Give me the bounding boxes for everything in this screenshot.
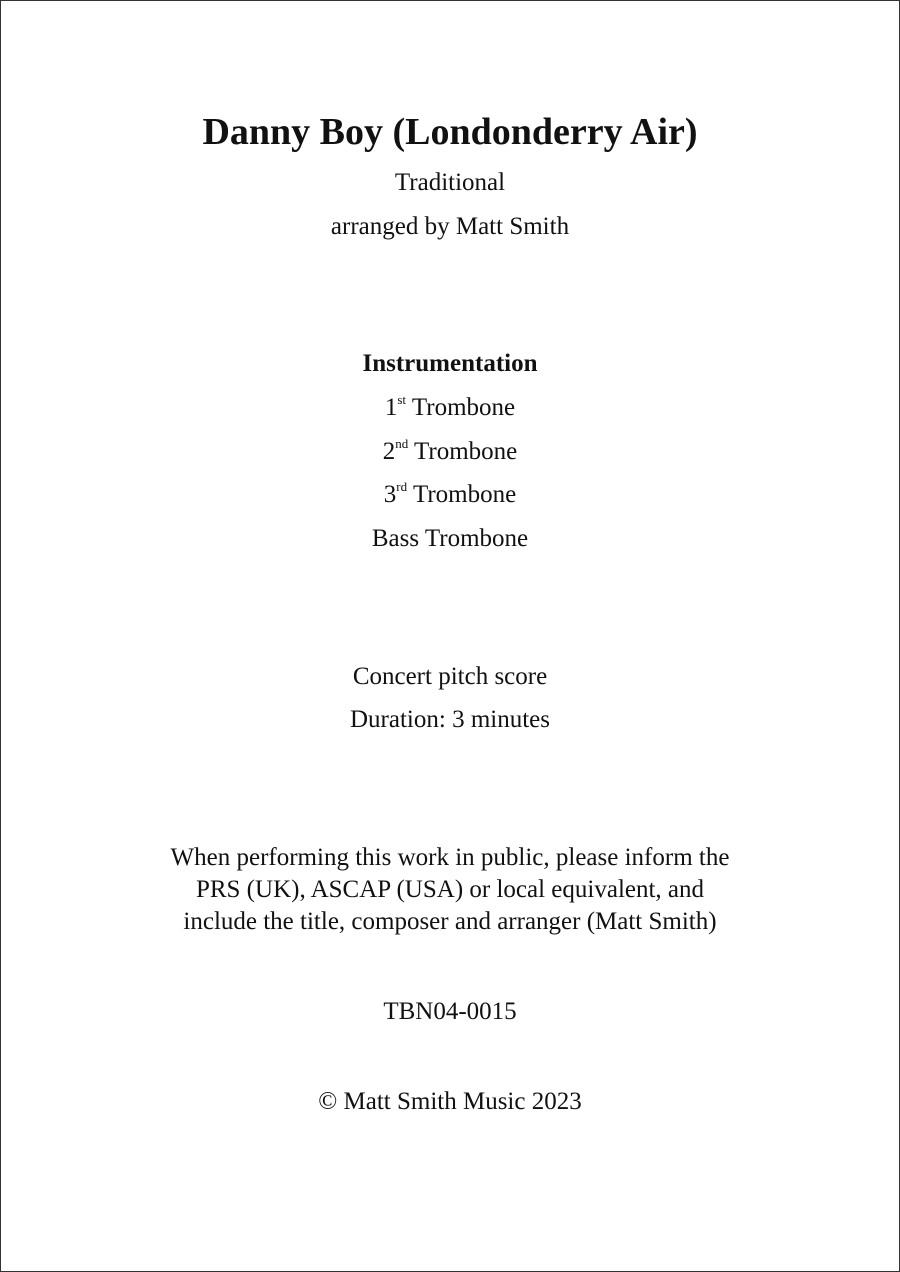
arranger: arranged by Matt Smith <box>330 213 570 240</box>
notice-line: PRS (UK), ASCAP (USA) or local equivalent, and <box>195 876 705 903</box>
performance-notice <box>0 842 900 938</box>
instrument-number: 3 <box>383 481 397 508</box>
instrument-name: Trombone <box>406 394 516 421</box>
catalog-number: TBN04-0015 <box>383 998 517 1025</box>
notice-line: When performing this work in public, please inform the <box>170 844 730 871</box>
ordinal-suffix: rd <box>396 479 408 494</box>
ordinal-suffix: nd <box>395 436 409 451</box>
instrument-name: Trombone <box>408 438 518 465</box>
instrument-number: 1 <box>384 394 398 421</box>
instrument-item <box>0 479 900 514</box>
copyright: © Matt Smith Music 2023 <box>318 1088 582 1115</box>
instrumentation-heading: Instrumentation <box>362 350 538 377</box>
instrument-name: Trombone <box>407 481 517 508</box>
ordinal-suffix: st <box>397 392 407 407</box>
notice-line: include the title, composer and arranger (Matt Smith) <box>183 908 717 935</box>
instrument-name: Bass Trombone <box>371 525 529 552</box>
instrument-item <box>0 523 900 558</box>
instrument-item <box>0 436 900 471</box>
instrument-item <box>0 392 900 427</box>
score-pitch: Concert pitch score <box>352 663 548 690</box>
score-duration: Duration: 3 minutes <box>350 706 550 733</box>
composer: Traditional <box>394 169 506 196</box>
instrument-number: 2 <box>382 438 396 465</box>
score-title: Danny Boy (Londonderry Air) <box>202 111 698 153</box>
